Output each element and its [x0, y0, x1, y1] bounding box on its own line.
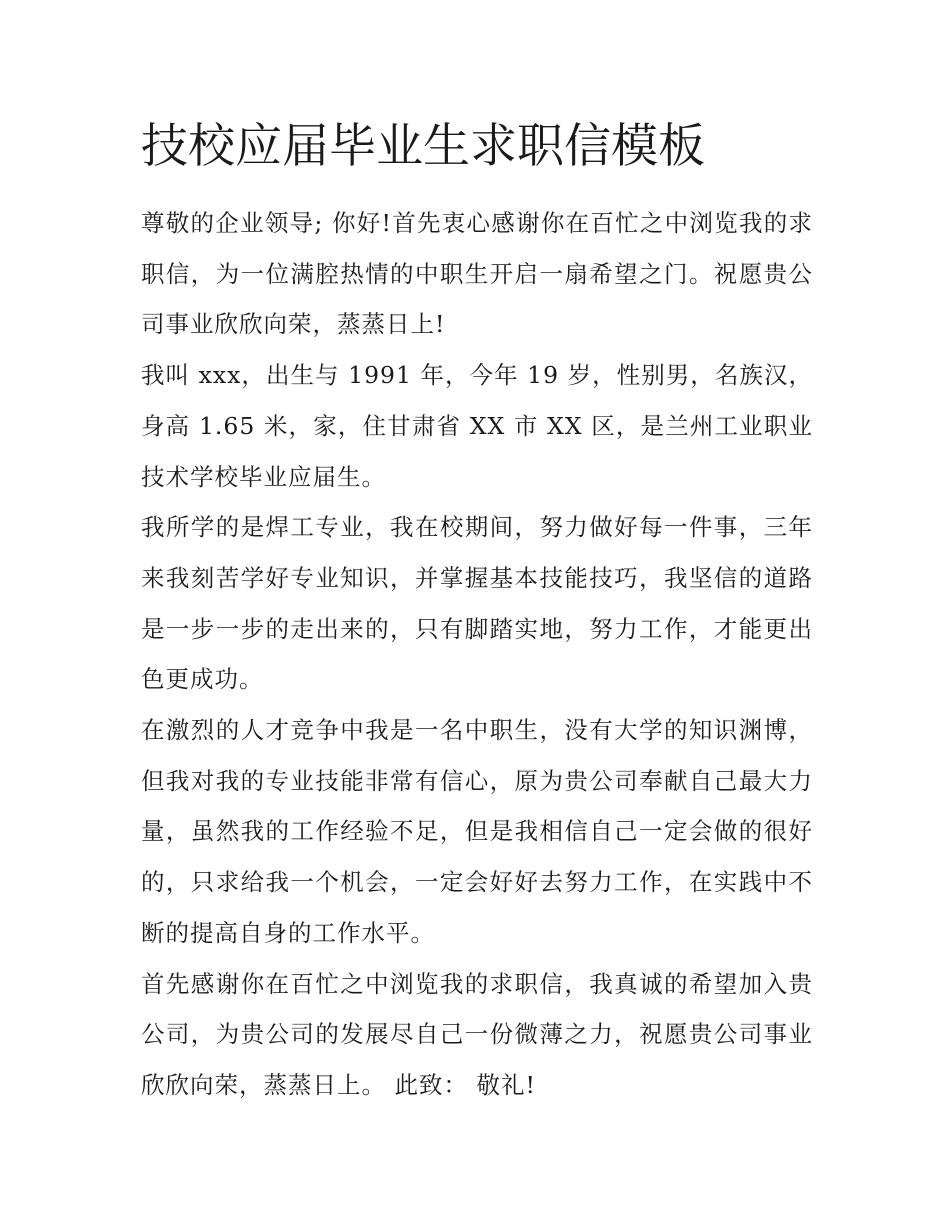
paragraph-personal-info: 我叫 xxx，出生与 1991 年，今年 19 岁，性别男，名族汉，身高 1.65 米，家，住甘肃省 XX 市 XX 区，是兰州工业职业技术学校毕业应届生。	[141, 361, 813, 491]
document-title: 技校应届毕业生求职信模板	[141, 119, 705, 174]
document-body	[141, 112, 813, 1111]
paragraph-major: 我所学的是焊工专业，我在校期间，努力做好每一件事，三年来我刻苦学好专业知识，并掌握基本技能技巧，我坚信的道路是一步一步的走出来的，只有脚踏实地，努力工作，才能更出色更成功。	[141, 513, 813, 694]
paragraph-confidence: 在激烈的人才竞争中我是一名中职生，没有大学的知识渊博，但我对我的专业技能非常有信心，原为贵公司奉献自己最大力量，虽然我的工作经验不足，但是我相信自己一定会做的很好的，只求给我一个机会，一定会好好去努力工作，在实践中不断的提高自身的工作水平。	[141, 716, 813, 947]
paragraph-closing: 首先感谢你在百忙之中浏览我的求职信，我真诚的希望加入贵公司，为贵公司的发展尽自己一份微薄之力，祝愿贵公司事业欣欣向荣，蒸蒸日上。 此致： 敬礼!	[141, 969, 813, 1099]
paragraph-greeting: 尊敬的企业领导; 你好!首先衷心感谢你在百忙之中浏览我的求职信，为一位满腔热情的中职生开启一扇希望之门。祝愿贵公司事业欣欣向荣，蒸蒸日上!	[141, 209, 813, 339]
